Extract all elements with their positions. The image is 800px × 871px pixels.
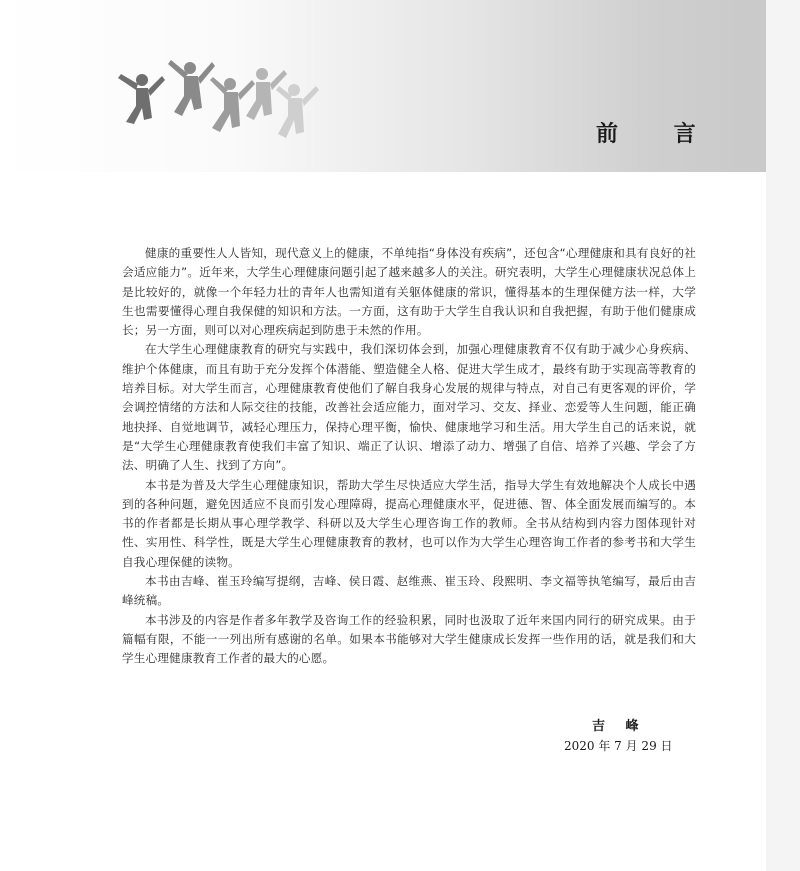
paragraph: 本书由吉峰、崔玉玲编写提纲，吉峰、侯日霞、赵维燕、崔玉玲、段熙明、李文福等执笔编写，最后由吉峰统稿。: [122, 574, 696, 608]
header-banner: [0, 0, 766, 172]
signature-date: 2020 年 7 月 29 日: [564, 739, 673, 753]
author-signature: 吉 峰: [592, 719, 647, 734]
paragraph: 在大学生心理健康教育的研究与实践中，我们深切体会到，加强心理健康教育不仅有助于减少心身疾病、维护个体健康，而且有助于充分发挥个体潜能、塑造健全人格、促进大学生成才，最终有助于实现高等教育的培养目标。对大学生而言，心理健康教育使他们了解自我身心发展的规律与特点，对自己有更客观的评价，学会调控情绪的方法和人际交往的技能，改善社会适应能力，面对学习、交友、择业、恋爱等人生问题，能正确地抉择、自觉地调节，减轻心理压力，保持心理平衡，愉快、健康地学习和生活。用大学生自己的话来说，就是“大学生心理健康教育使我们丰富了知识、端正了认识、增添了动力、增强了自信、培养了兴趣、学会了方法、明确了人生、找到了方向”。: [122, 342, 696, 473]
page-title: 前 言: [596, 121, 720, 147]
paragraph: 本书是为普及大学生心理健康知识，帮助大学生尽快适应大学生活，指导大学生有效地解决个人成长中遇到的各种问题，避免因适应不良而引发心理障碍，提高心理健康水平，促进德、智、体全面发展而编写的。本书的作者都是长期从事心理学教学、科研以及大学生心理咨询工作的教师。全书从结构到内容力图体现针对性、实用性、科学性，既是大学生心理健康教育的教材，也可以作为大学生心理咨询工作者的参考书和大学生自我心理保健的读物。: [122, 477, 696, 569]
paragraph: 健康的重要性人人皆知，现代意义上的健康，不单纯指“身体没有疾病”，还包含“心理健康和具有良好的社会适应能力”。近年来，大学生心理健康问题引起了越来越多人的关注。研究表明，大学生心理健康状况总体上是比较好的，就像一个年轻力壮的青年人也需知道有关躯体健康的常识，懂得基本的生理保健方法一样，大学生也需要懂得心理自我保健的知识和方法。一方面，这有助于大学生自我认识和自我把握，有助于他们健康成长；另一方面，则可以对心理疾病起到防患于未然的作用。: [122, 246, 696, 338]
preface-body: [122, 244, 696, 669]
paragraph: 本书涉及的内容是作者多年教学及咨询工作的经验积累，同时也汲取了近年来国内同行的研究成果。由于篇幅有限，不能一一列出所有感谢的名单。如果本书能够对大学生健康成长发挥一些作用的话，就是我们和大学生心理健康教育工作者的最大的心愿。: [122, 612, 696, 666]
jumping-people-silhouettes-icon: [112, 50, 332, 170]
